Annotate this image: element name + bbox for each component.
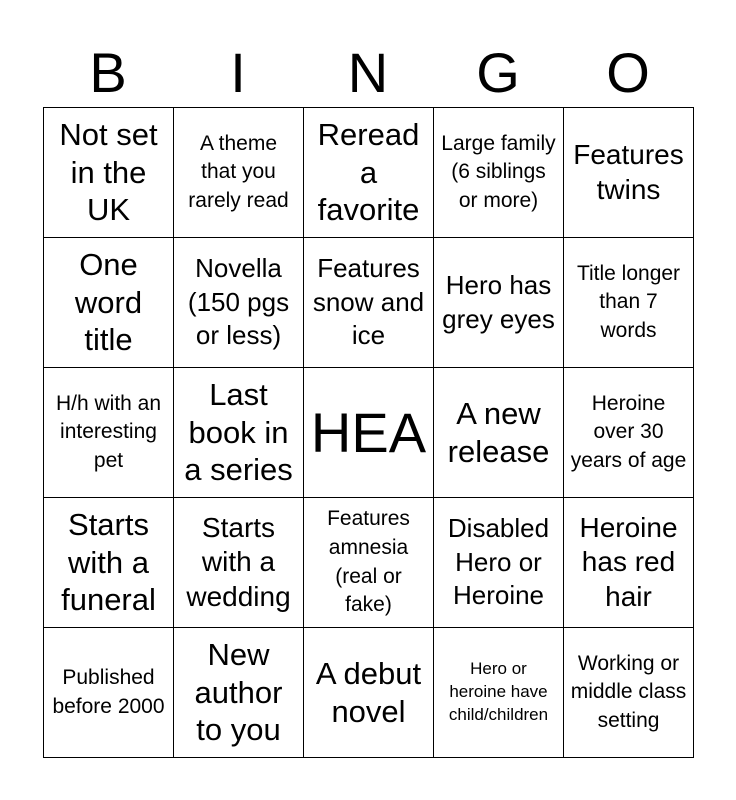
cell-text: Published before 2000 xyxy=(52,665,165,718)
bingo-cell[interactable] xyxy=(44,628,174,758)
bingo-cell[interactable] xyxy=(564,628,694,758)
cell-text: Disabled Hero or Heroine xyxy=(447,512,550,611)
bingo-cell[interactable] xyxy=(174,628,304,758)
bingo-cell[interactable] xyxy=(174,108,304,238)
bingo-cell[interactable] xyxy=(304,498,434,628)
bingo-cell[interactable] xyxy=(564,238,694,368)
cell-text: New author to you xyxy=(194,636,283,748)
bingo-cell[interactable] xyxy=(44,238,174,368)
cell-text: Starts with a wedding xyxy=(186,512,291,612)
bingo-free-space[interactable] xyxy=(304,368,434,498)
cell-text: Heroine has red hair xyxy=(579,512,678,612)
bingo-card-grid xyxy=(43,107,694,758)
bingo-cell[interactable] xyxy=(564,108,694,238)
cell-text: Features twins xyxy=(573,139,684,205)
cell-text: Reread a favorite xyxy=(317,116,420,228)
cell-text: Novella (150 pgs or less) xyxy=(187,252,290,351)
cell-text: A theme that you rarely read xyxy=(188,131,289,212)
cell-text: Heroine over 30 years of age xyxy=(570,391,687,472)
cell-text: Starts with a funeral xyxy=(61,506,156,618)
bingo-cell[interactable] xyxy=(564,498,694,628)
cell-text: Hero or heroine have child/children xyxy=(448,659,549,724)
header-letter-o: O xyxy=(606,41,650,104)
header-letter-n: N xyxy=(347,41,389,104)
cell-text: A new release xyxy=(447,395,550,469)
bingo-cell[interactable] xyxy=(434,498,564,628)
bingo-cell[interactable] xyxy=(304,238,434,368)
bingo-cell[interactable] xyxy=(304,108,434,238)
bingo-cell[interactable] xyxy=(174,498,304,628)
free-space-text: HEA xyxy=(310,400,427,464)
bingo-cell[interactable] xyxy=(44,108,174,238)
header-letter-g: G xyxy=(476,41,520,104)
cell-text: Features amnesia (real or fake) xyxy=(327,507,410,617)
bingo-cell[interactable] xyxy=(434,368,564,498)
bingo-cell[interactable] xyxy=(434,238,564,368)
cell-text: Features snow and ice xyxy=(312,252,425,351)
cell-text: Title longer than 7 words xyxy=(576,261,681,342)
cell-text: Last book in a series xyxy=(184,376,293,488)
header-letter-i: I xyxy=(230,41,246,104)
bingo-cell[interactable] xyxy=(434,628,564,758)
bingo-cell[interactable] xyxy=(174,238,304,368)
cell-text: Large family (6 siblings or more) xyxy=(441,131,556,212)
bingo-cell[interactable] xyxy=(304,628,434,758)
cell-text: Working or middle class setting xyxy=(570,651,687,732)
cell-text: Hero has grey eyes xyxy=(442,269,555,334)
bingo-cell[interactable] xyxy=(174,368,304,498)
cell-text: One word title xyxy=(74,246,143,358)
bingo-cell[interactable] xyxy=(434,108,564,238)
bingo-cell[interactable] xyxy=(564,368,694,498)
cell-text: H/h with an interesting pet xyxy=(55,391,162,472)
bingo-cell[interactable] xyxy=(44,498,174,628)
cell-text: A debut novel xyxy=(315,655,422,729)
header-letter-b: B xyxy=(89,41,127,104)
bingo-header xyxy=(43,40,693,106)
cell-text: Not set in the UK xyxy=(59,116,158,228)
bingo-cell[interactable] xyxy=(44,368,174,498)
